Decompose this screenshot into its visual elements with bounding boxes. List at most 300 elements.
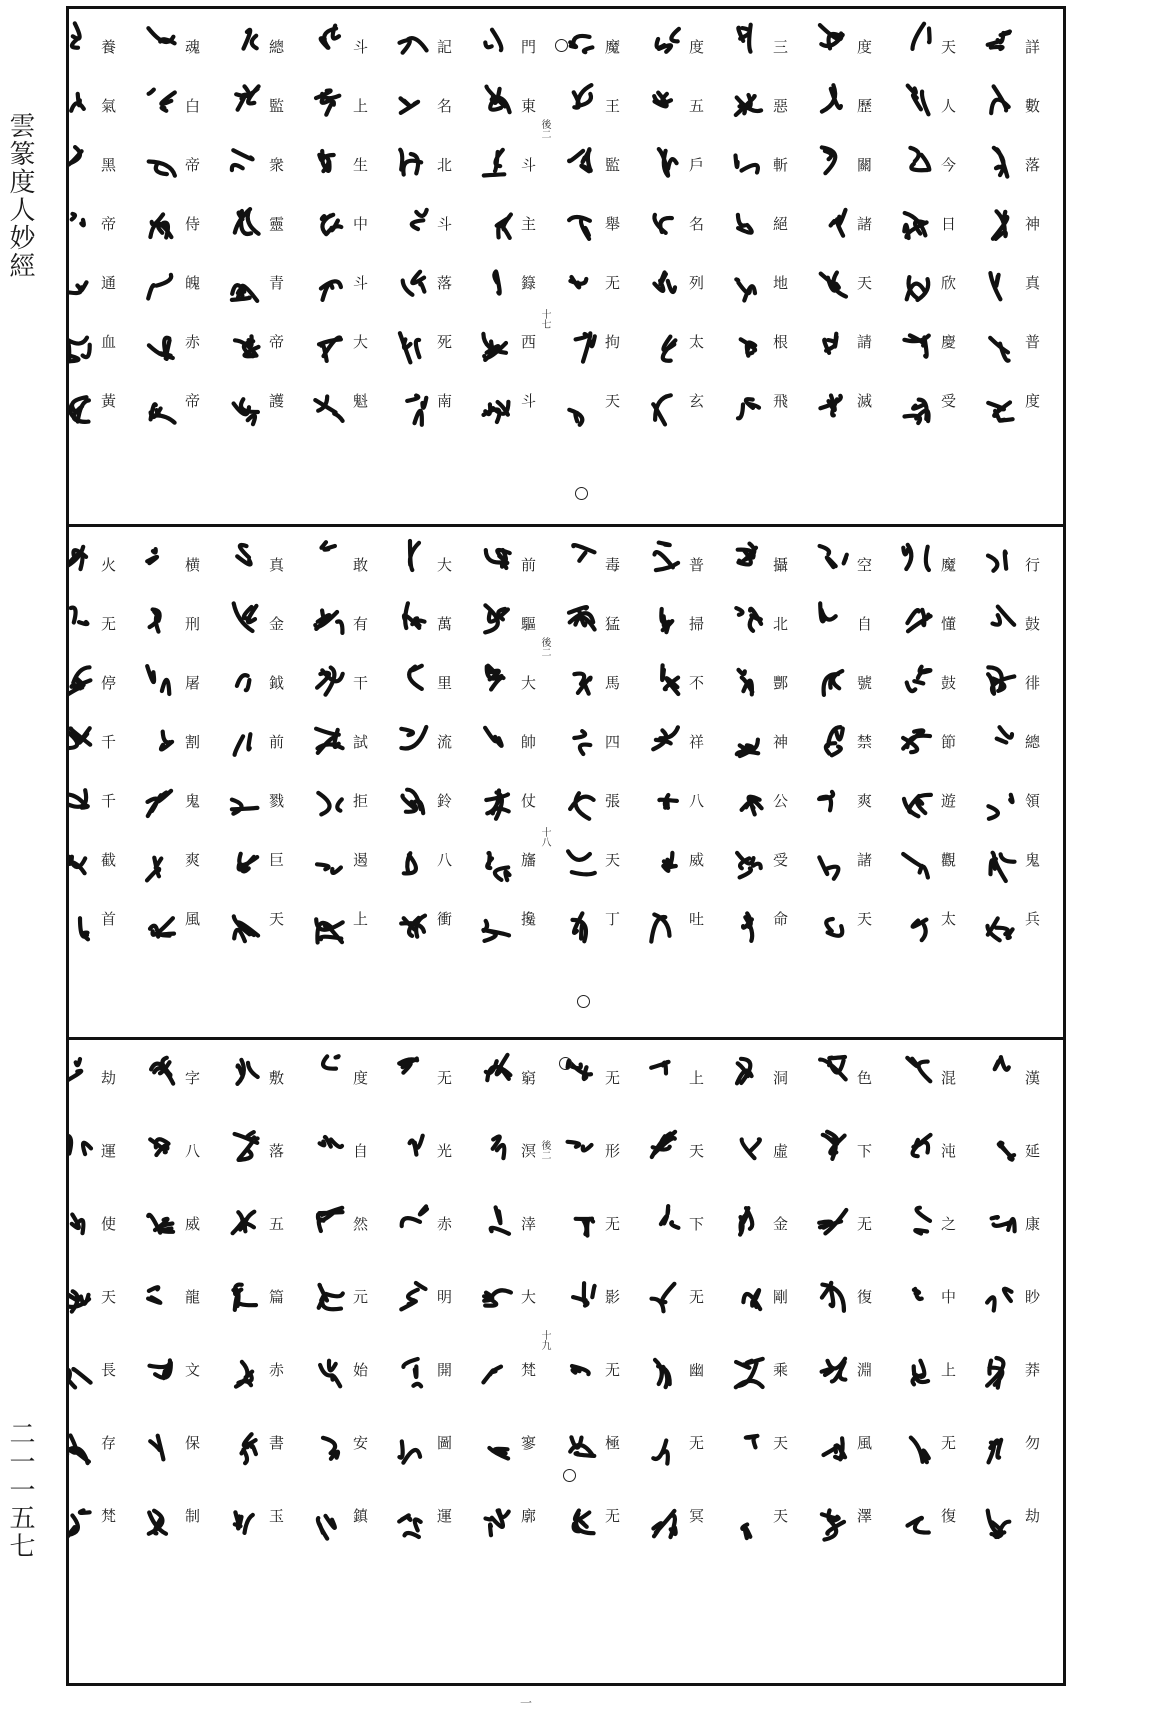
seal-glyph [813,1049,853,1089]
seal-glyph [813,660,853,700]
seal-glyph [645,1049,685,1089]
seal-glyph [141,1277,181,1317]
bottom-mark: 一 [520,1696,533,1710]
text-column [721,535,797,970]
seal-glyph [225,328,265,368]
circle-mark [577,995,590,1008]
seal-glyph [69,1201,97,1241]
seal-glyph [477,660,517,700]
seal-glyph [813,390,853,430]
seal-glyph [897,660,937,700]
seal-glyph [141,908,181,948]
column-text: 敢有干試拒遏上 [351,557,369,970]
seal-glyph [309,660,349,700]
seal-glyph [393,142,433,182]
seal-glyph [561,328,601,368]
seal-glyph [225,1429,265,1469]
seal-column [645,17,685,452]
seal-glyph [981,1277,1021,1317]
seal-glyph [309,1201,349,1241]
seal-glyph [69,1277,97,1317]
seal-glyph [645,18,685,58]
text-column [217,17,293,452]
seal-glyph [897,1125,937,1165]
seal-glyph [729,142,769,182]
seal-glyph [981,1353,1021,1393]
seal-glyph [225,598,265,638]
seal-glyph [141,1429,181,1469]
seal-column [561,535,601,970]
marginal-mark: 十八 [539,827,550,847]
seal-glyph [645,390,685,430]
seal-glyph [981,536,1021,576]
seal-glyph [309,204,349,244]
seal-glyph [477,1429,517,1469]
column-text: 洞虛金剛乘天天 [771,1070,789,1581]
text-column [69,1048,125,1581]
seal-glyph [477,536,517,576]
seal-glyph [981,204,1021,244]
seal-glyph [477,1201,517,1241]
seal-glyph [477,598,517,638]
seal-glyph [981,908,1021,948]
seal-glyph [645,722,685,762]
seal-glyph [309,328,349,368]
column-text: 魂白帝侍魄赤帝 [183,39,201,452]
column-text: 三惡斬絕地根飛 [771,39,789,452]
seal-column [309,17,349,452]
seal-glyph [69,142,97,182]
seal-glyph [645,204,685,244]
seal-glyph [393,598,433,638]
seal-column [813,1048,853,1581]
seal-column [225,1048,265,1581]
seal-glyph [813,1201,853,1241]
column-text: 記名北斗落死南 [435,39,453,452]
seal-column [897,535,937,970]
seal-glyph [477,1353,517,1393]
column-text: 魔王監舉无拘天 [603,39,621,452]
seal-glyph [393,204,433,244]
seal-glyph [897,1277,937,1317]
seal-glyph [141,204,181,244]
seal-column [141,17,181,452]
text-column [553,17,629,452]
seal-glyph [897,846,937,886]
seal-glyph [477,328,517,368]
seal-glyph [645,1505,685,1545]
text-column [637,535,713,970]
seal-glyph [477,80,517,120]
seal-glyph [561,1201,601,1241]
seal-glyph [729,1505,769,1545]
seal-glyph [393,1505,433,1545]
column-text: 魔懂鼓節遊觀太 [939,557,957,970]
seal-glyph [309,536,349,576]
seal-glyph [141,598,181,638]
seal-column [393,17,433,452]
seal-glyph [897,390,937,430]
text-column [217,535,293,970]
seal-glyph [729,1049,769,1089]
seal-glyph [477,846,517,886]
seal-glyph [897,784,937,824]
seal-glyph [69,846,97,886]
seal-glyph [393,846,433,886]
seal-glyph [69,1353,97,1393]
seal-glyph [69,1429,97,1469]
seal-column [897,17,937,452]
seal-glyph [729,266,769,306]
seal-glyph [225,908,265,948]
seal-glyph [981,660,1021,700]
text-column [973,535,1049,970]
marginal-marks [537,637,552,847]
column-text: 混沌之中上无復 [939,1070,957,1581]
column-text: 度自然元始安鎮 [351,1070,369,1581]
seal-glyph [393,1277,433,1317]
column-text: 養氣黑帝通血黃 [99,39,117,452]
seal-glyph [981,266,1021,306]
seal-glyph [225,390,265,430]
column-text: 空自號禁爽諸天 [855,557,873,970]
seal-glyph [813,204,853,244]
seal-glyph [309,1429,349,1469]
seal-glyph [477,142,517,182]
seal-glyph [981,784,1021,824]
seal-glyph [813,1505,853,1545]
seal-glyph [645,1201,685,1241]
seal-glyph [69,536,97,576]
seal-column [981,535,1021,970]
seal-column [69,535,97,970]
text-column [889,17,965,452]
seal-glyph [729,390,769,430]
seal-glyph [813,846,853,886]
seal-glyph [897,80,937,120]
seal-glyph [141,1201,181,1241]
seal-glyph [561,18,601,58]
seal-glyph [897,1429,937,1469]
seal-glyph [69,18,97,58]
seal-glyph [477,1125,517,1165]
seal-glyph [729,908,769,948]
seal-glyph [813,908,853,948]
marginal-marks [537,119,552,329]
seal-column [477,535,517,970]
page-frame [66,6,1066,1686]
seal-glyph [813,784,853,824]
seal-glyph [69,390,97,430]
seal-glyph [561,1505,601,1545]
seal-column [309,1048,349,1581]
seal-column [561,1048,601,1581]
seal-glyph [393,908,433,948]
seal-glyph [309,266,349,306]
marginal-mark: 十九 [539,1330,550,1350]
seal-glyph [69,722,97,762]
seal-glyph [729,598,769,638]
text-column [805,17,881,452]
seal-glyph [141,1125,181,1165]
page-number: 二一一五七 [5,1420,35,1560]
seal-glyph [729,1125,769,1165]
column-text: 火无停千千截首 [99,557,117,970]
seal-glyph [393,1125,433,1165]
seal-glyph [645,598,685,638]
marginal-mark: 十七 [539,309,550,329]
seal-glyph [813,536,853,576]
seal-glyph [225,536,265,576]
seal-glyph [141,660,181,700]
seal-glyph [141,1353,181,1393]
seal-column [393,1048,433,1581]
marginal-mark: 後二 [539,1140,550,1160]
seal-glyph [729,1429,769,1469]
panel-bottom [69,1040,1063,1683]
text-column [805,1048,881,1581]
text-column [721,17,797,452]
seal-column [69,1048,97,1581]
seal-glyph [69,660,97,700]
seal-glyph [897,1049,937,1089]
seal-glyph [141,80,181,120]
seal-glyph [897,1201,937,1241]
seal-glyph [225,1125,265,1165]
seal-glyph [813,328,853,368]
seal-glyph [981,1429,1021,1469]
seal-glyph [393,784,433,824]
seal-glyph [225,18,265,58]
seal-column [477,1048,517,1581]
seal-glyph [69,908,97,948]
seal-glyph [897,266,937,306]
seal-glyph [645,328,685,368]
seal-glyph [393,266,433,306]
column-text: 總監衆靈青帝護 [267,39,285,452]
text-column [637,17,713,452]
seal-glyph [981,846,1021,886]
circle-mark [559,1057,572,1070]
seal-glyph [561,598,601,638]
panel-middle [69,527,1063,1037]
text-column [973,17,1049,452]
seal-glyph [729,784,769,824]
seal-glyph [477,204,517,244]
seal-glyph [897,328,937,368]
circle-mark [563,1469,576,1482]
column-text: 門東斗主籙西斗 [519,39,537,452]
seal-glyph [69,204,97,244]
column-text: 度歷關諸天請滅 [855,39,873,452]
seal-glyph [561,722,601,762]
text-column [301,535,377,970]
seal-glyph [561,846,601,886]
seal-glyph [729,1201,769,1241]
seal-glyph [393,328,433,368]
seal-column [729,535,769,970]
seal-glyph [393,18,433,58]
seal-glyph [813,266,853,306]
seal-glyph [981,1201,1021,1241]
side-title: 雲篆度人妙經 [5,112,35,280]
seal-glyph [729,846,769,886]
column-text: 敷落五篇赤書玉 [267,1070,285,1581]
seal-glyph [897,18,937,58]
seal-glyph [393,536,433,576]
seal-glyph [309,80,349,120]
seal-glyph [645,1353,685,1393]
seal-glyph [141,142,181,182]
seal-glyph [69,1505,97,1545]
seal-glyph [225,660,265,700]
seal-column [561,17,601,452]
seal-glyph [561,660,601,700]
seal-glyph [981,328,1021,368]
text-column [805,535,881,970]
seal-glyph [225,722,265,762]
text-column [889,1048,965,1581]
seal-glyph [729,1353,769,1393]
seal-glyph [225,204,265,244]
seal-glyph [813,1429,853,1469]
seal-glyph [645,660,685,700]
seal-glyph [561,1353,601,1393]
circle-mark [575,487,588,500]
seal-column [141,1048,181,1581]
seal-glyph [813,80,853,120]
seal-glyph [897,908,937,948]
seal-glyph [477,1049,517,1089]
seal-glyph [141,266,181,306]
seal-glyph [141,784,181,824]
seal-glyph [225,142,265,182]
seal-glyph [645,1125,685,1165]
seal-glyph [561,1277,601,1317]
seal-glyph [729,328,769,368]
seal-glyph [813,722,853,762]
seal-column [645,535,685,970]
marginal-marks [537,1140,552,1350]
column-text: 窮溟涬大梵寥廓 [519,1070,537,1581]
seal-glyph [561,536,601,576]
seal-glyph [645,784,685,824]
text-column [301,17,377,452]
seal-column [477,17,517,452]
seal-column [813,17,853,452]
text-column [973,1048,1049,1581]
panel-columns [69,535,1049,970]
seal-glyph [141,536,181,576]
seal-column [225,535,265,970]
column-text: 真金鉞前戮巨天 [267,557,285,970]
seal-glyph [813,598,853,638]
seal-glyph [309,1049,349,1089]
seal-glyph [309,598,349,638]
seal-glyph [477,784,517,824]
seal-glyph [309,1353,349,1393]
seal-glyph [981,80,1021,120]
seal-glyph [645,846,685,886]
seal-glyph [645,1429,685,1469]
column-text: 天人今日欣慶受 [939,39,957,452]
seal-glyph [729,722,769,762]
seal-glyph [69,80,97,120]
seal-glyph [645,266,685,306]
seal-column [645,1048,685,1581]
seal-glyph [393,1353,433,1393]
seal-glyph [309,390,349,430]
seal-glyph [729,18,769,58]
seal-column [225,17,265,452]
seal-glyph [309,846,349,886]
seal-glyph [729,660,769,700]
seal-glyph [69,1125,97,1165]
column-text: 无形无影无極无 [603,1070,621,1581]
seal-glyph [981,1049,1021,1089]
seal-glyph [897,1505,937,1545]
seal-glyph [477,1505,517,1545]
column-text: 大萬里流鈴八衝 [435,557,453,970]
seal-glyph [561,784,601,824]
column-text: 斗上生中斗大魁 [351,39,369,452]
text-column [217,1048,293,1581]
seal-column [69,17,97,452]
seal-glyph [645,80,685,120]
seal-column [393,535,433,970]
column-text: 上天下无幽无冥 [687,1070,705,1581]
seal-glyph [729,1277,769,1317]
circle-mark [555,39,568,52]
seal-glyph [645,908,685,948]
text-column [469,535,545,970]
column-text: 前驅大帥仗旛攙 [519,557,537,970]
seal-glyph [393,722,433,762]
seal-glyph [645,1277,685,1317]
seal-glyph [477,390,517,430]
seal-glyph [393,660,433,700]
column-text: 度五戶名列太玄 [687,39,705,452]
seal-glyph [393,1049,433,1089]
text-column [385,1048,461,1581]
seal-glyph [69,1049,97,1089]
column-text: 劫運使天長存梵 [99,1070,117,1581]
text-column [553,535,629,970]
seal-glyph [897,1353,937,1393]
seal-glyph [729,204,769,244]
seal-glyph [309,1505,349,1545]
seal-glyph [813,1277,853,1317]
seal-glyph [897,598,937,638]
text-column [69,535,125,970]
text-column [469,1048,545,1581]
text-column [889,535,965,970]
seal-glyph [561,266,601,306]
seal-glyph [225,1505,265,1545]
seal-glyph [981,1125,1021,1165]
seal-glyph [141,18,181,58]
seal-glyph [813,142,853,182]
seal-glyph [225,1353,265,1393]
seal-glyph [645,142,685,182]
seal-glyph [309,784,349,824]
text-column [133,535,209,970]
text-column [637,1048,713,1581]
seal-glyph [225,1277,265,1317]
panel-columns [69,1048,1049,1581]
seal-glyph [309,18,349,58]
seal-glyph [981,1505,1021,1545]
